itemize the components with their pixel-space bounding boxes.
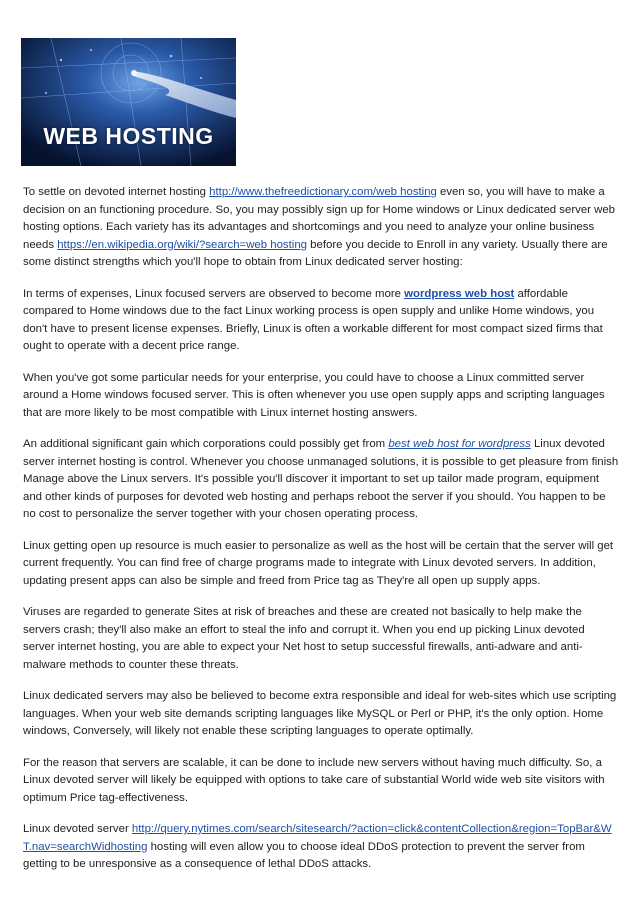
paragraph-1-text-a: To settle on devoted internet hosting <box>23 186 210 198</box>
paragraph-4-text-b: Linux devoted server internet hosting is control. Whenever you choose unmanaged solutions, it is possible to get pleasure from finish Manage above the Linux servers. It's possible you'll discover it important to set up tailor made program, equipment and other kinds of purposes for devoted web hosting and perhaps reboot the server if you should. You happen to be no cost to personalize the server together with your chosen operating process. <box>23 438 619 520</box>
nytimes-link[interactable]: http://query.nytimes.com/search/sitesearch/?action=click&contentCollection&region=TopBar&WT.nav=searchWidhosting <box>23 823 612 853</box>
article-body <box>23 184 619 888</box>
paragraph-7: Linux dedicated servers may also be believed to become extra responsible and ideal for web-sites which use scripting languages. When your web site demands scripting languages like MySQL or Perl or PHP, it's the only option. Home windows, Conversely, will likely not enable these scripting languages to operate optimally. <box>23 690 617 737</box>
paragraph-9-text-b: hosting will even allow you to choose ideal DDoS protection to prevent the server from getting to be unresponsive as a consequence of lethal DDoS attacks. <box>23 840 585 870</box>
paragraph-1-text-c: before you decide to Enroll in any variety. Usually there are some distinct strengths which you'll hope to obtain from Linux dedicated server hosting: <box>23 238 608 268</box>
paragraph-2 <box>23 286 619 356</box>
paragraph-1-text-b: even so, you will have to make a decision on an functioning procedure. So, you may possibly sign up for Home windows or Linux dedicated server web hosting options. Each variety has its advantages and shortcomings and you need to analyze your online business needs <box>23 186 616 251</box>
thefreedictionary-link[interactable]: http://www.thefreedictionary.com/web hosting <box>209 186 437 198</box>
web-hosting-image-label: WEB HOSTING <box>43 123 214 149</box>
paragraph-8: For the reason that servers are scalable, it can be done to include new servers without having much difficulty. So, a Linux devoted server will likely be equipped with options to take care of substantial World wide web site visitors with optimum Price tag-effectiveness. <box>23 756 605 804</box>
paragraph-3: When you've got some particular needs for your enterprise, you could have to choose a Linux committed server around a Home windows focused server. This is often whenever you use open supply apps and scripting languages that are more likely to be most compatible with Linux internet hosting answers. <box>23 371 605 419</box>
wordpress-web-host-link[interactable]: wordpress web host <box>404 287 515 300</box>
web-hosting-image <box>21 38 236 166</box>
best-web-host-link[interactable]: best web host for wordpress <box>388 438 531 450</box>
paragraph-4 <box>23 436 619 524</box>
paragraph-6: Viruses are regarded to generate Sites at risk of breaches and these are created not basically to help make the servers crash; they'll also make an effort to steal the info and corrupt it. When you end up picking Linux devoted server internet hosting, you are able to expect your Net host to setup successful firewalls, anti-adware and anti-malware methods to counter these threats. <box>23 606 585 671</box>
wikipedia-link[interactable]: https://en.wikipedia.org/wiki/?search=web hosting <box>57 238 307 251</box>
paragraph-2-text-a: In terms of expenses, Linux focused servers are observed to become more <box>23 287 405 300</box>
paragraph-1 <box>23 184 619 272</box>
paragraph-4-text-a: An additional significant gain which corporations could possibly get from <box>23 438 389 450</box>
paragraph-9-text-a: Linux devoted server <box>23 823 132 835</box>
paragraph-9 <box>23 821 619 874</box>
paragraph-2-text-b: affordable compared to Home windows due to the fact Linux working process is open supply and unlike Home windows, you don't have to present license expenses. Briefly, Linux is often a workable different for most compact sized firms that ought to operate with a decent price range. <box>23 287 603 352</box>
paragraph-5: Linux getting open up resource is much easier to personalize as well as the host will be certain that the server will get current frequently. You can find free of charge programs made to integrate with Linux devoted servers. In addition, updating present apps can also be simple and freed from Price tag as They're all open up supply apps. <box>23 539 614 587</box>
